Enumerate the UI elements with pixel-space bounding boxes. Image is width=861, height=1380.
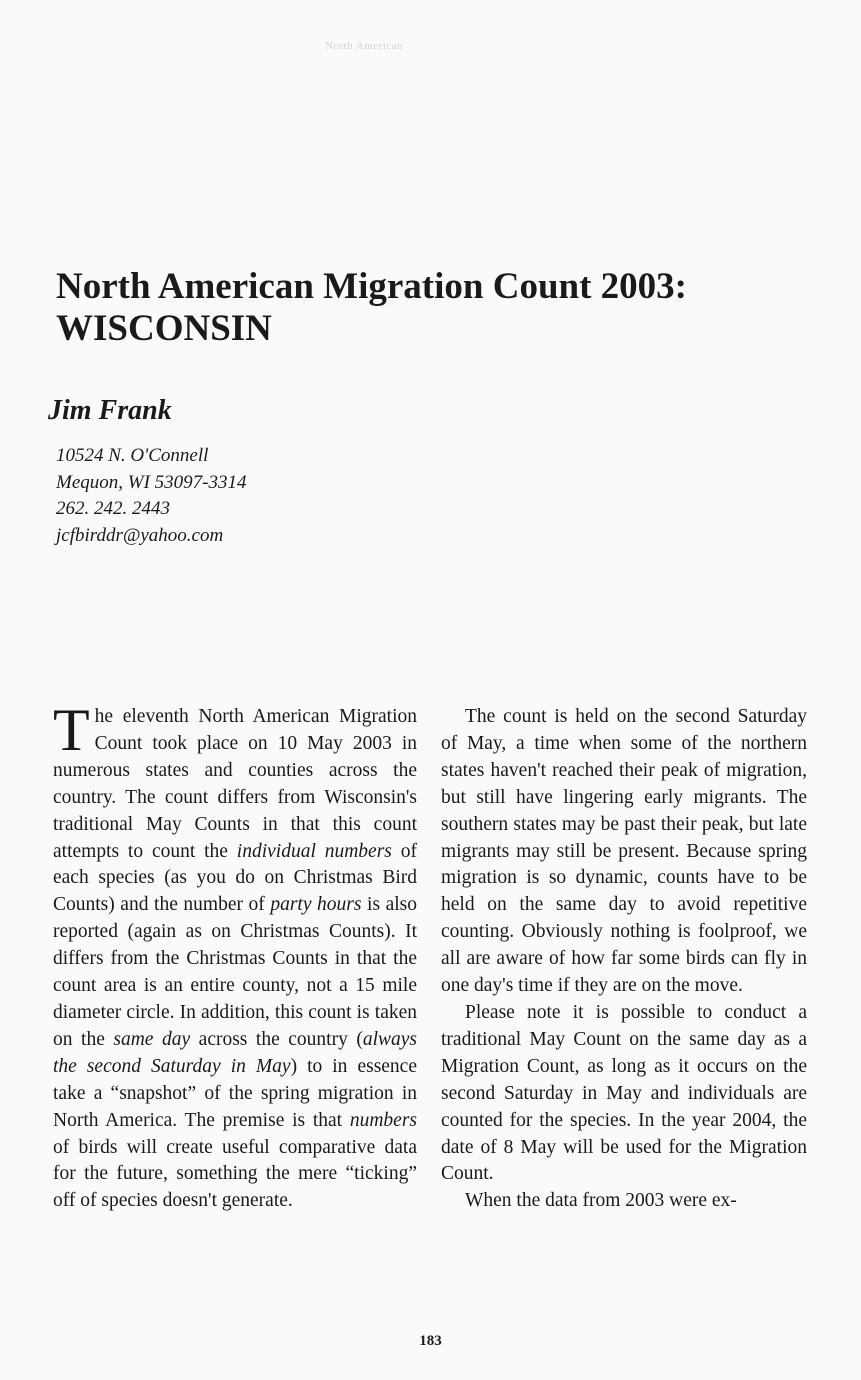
body-column-left (53, 697, 418, 1215)
article-title (56, 266, 816, 350)
text-run: of birds will create useful comparative data for the future, something the mere “ticking” off of species doesn't generate. (53, 1136, 417, 1212)
emphasis: numbers (349, 1109, 417, 1131)
paragraph-count-timing: The count is held on the second Saturday of May, a time when some of the northern states haven't reached their peak of migration, but still have lingering early migrants. The southern states may be past their peak, but late migrants may still be present. Because spring migration is so dynamic, counts have to be held on the same day to avoid repetitive counting. Obviously nothing is foolproof, we all are aware of how far some birds can fly in one day's time if they are on the move. (441, 706, 807, 997)
drop-cap: T (53, 697, 90, 763)
author-address (56, 443, 247, 549)
paragraph-may-count-note: Please note it is possible to conduct a traditional May Count on the same day as a Migration Count, as long as it occurs on the second Saturday in May and individuals are counted for the species. In the year 2004, the date of 8 May will be used for the Migration Count. (441, 1001, 807, 1185)
text-run: ) to in essence take a “snapshot” of the spring migration in North America. The premise is that (53, 1055, 417, 1131)
text-run: of each species (as you do on Christmas Bird Counts) and the number of (53, 840, 417, 916)
address-city: Mequon, WI 53097-3314 (56, 471, 247, 493)
emphasis: individual numbers (236, 840, 392, 862)
title-line-2: WISCONSIN (56, 308, 272, 349)
page-number: 183 (419, 1333, 442, 1349)
address-phone: 262. 242. 2443 (56, 498, 170, 519)
author-name: Jim Frank (48, 395, 172, 426)
emphasis: same day (113, 1028, 191, 1050)
text-run: he eleventh North American Migration Count took place on 10 May 2003 in numerous states and counties across the country. The count differs from Wisconsin's traditional May Counts in that this count attempts to count the (53, 706, 417, 862)
body-column-right (441, 704, 807, 1215)
address-street: 10524 N. O'Connell (56, 445, 209, 466)
text-run: across the country ( (190, 1028, 363, 1050)
text-run: is also reported (again as on Christmas Counts). It differs from the Christmas Counts in that the count area is an entire county, not a 15 mile diameter circle. In addition, this count is taken on the (53, 894, 418, 1050)
running-header-right: North American (325, 40, 404, 52)
title-line-1: North American Migration Count 2003: (56, 266, 687, 307)
emphasis: always the second Saturday in May (53, 1028, 418, 1077)
paragraph-data-2003: When the data from 2003 were ex- (465, 1190, 737, 1212)
address-email: jcfbirddr@yahoo.com (56, 524, 224, 546)
running-header-bleedthrough (235, 40, 615, 52)
emphasis: party hours (270, 894, 362, 916)
paragraph-intro (53, 697, 418, 1215)
